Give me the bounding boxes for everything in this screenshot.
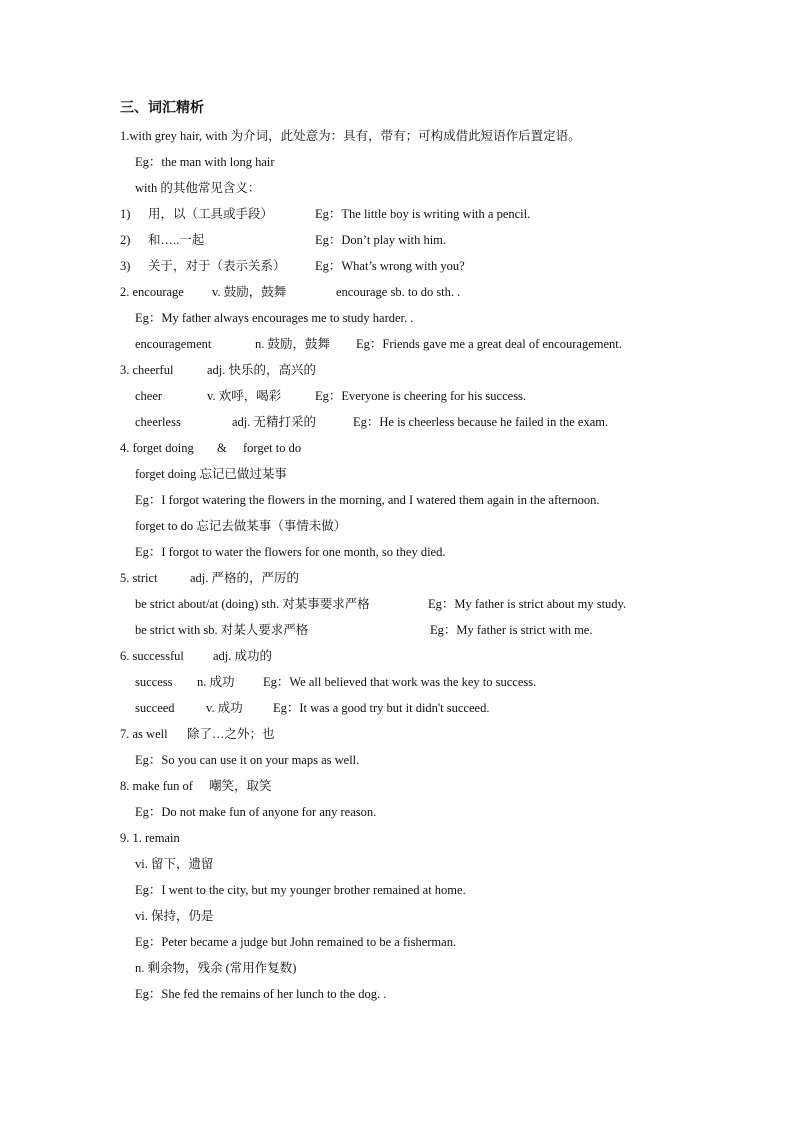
- derived-word: cheerless: [135, 415, 181, 429]
- entry-9-meaning-2: vi. 保持，仍是: [135, 909, 214, 923]
- derived-word: encouragement: [135, 337, 212, 351]
- example: Eg：He is cheerless because he failed in the exam.: [353, 415, 609, 429]
- part-of-speech: v. 欢呼，喝彩: [207, 389, 282, 403]
- entry-9-example-2: Eg：Peter became a judge but John remained to be a fisherman.: [135, 935, 457, 949]
- part-of-speech: adj. 严格的，严厉的: [190, 571, 300, 585]
- phrase: be strict with sb. 对某人要求严格: [135, 623, 309, 637]
- meaning: 嘲笑，取笑: [209, 779, 272, 793]
- entry-7-example: Eg：So you can use it on your maps as well.: [135, 753, 360, 767]
- example: Eg：Friends gave me a great deal of encouragement.: [356, 337, 622, 351]
- sense-number: 3): [120, 259, 131, 273]
- meaning: 除了…之外；也: [187, 727, 275, 741]
- entry-9-meaning-3: n. 剩余物，残余 (常用作复数): [135, 961, 297, 975]
- sense-meaning: 用，以（工具或手段）: [148, 207, 274, 221]
- sense-example: Eg：The little boy is writing with a pencil.: [315, 207, 531, 221]
- entry-9-head: 9. 1. remain: [120, 831, 180, 845]
- example: Eg：We all believed that work was the key to success.: [263, 675, 537, 689]
- phrase: encourage sb. to do sth. .: [336, 285, 461, 299]
- derived-word: cheer: [135, 389, 163, 403]
- part-of-speech: adj. 无精打采的: [232, 415, 317, 429]
- phrase-b: forget to do: [243, 441, 302, 455]
- sense-meaning: 和…..一起: [148, 233, 205, 247]
- example: Eg：My father is strict with me.: [430, 623, 593, 637]
- phrase-a: 4. forget doing: [120, 441, 194, 455]
- part-of-speech: v. 成功: [206, 701, 243, 715]
- part-of-speech: n. 鼓励，鼓舞: [255, 337, 331, 351]
- entry-2-example: Eg：My father always encourages me to study harder. .: [135, 311, 414, 325]
- entry-1-example: Eg：the man with long hair: [135, 155, 275, 169]
- derived-word: succeed: [135, 701, 175, 715]
- sense-example: Eg：Don’t play with him.: [315, 233, 447, 247]
- derived-word: success: [135, 675, 173, 689]
- sense-number: 1): [120, 207, 131, 221]
- headword: 3. cheerful: [120, 363, 174, 377]
- headword: 2. encourage: [120, 285, 184, 299]
- part-of-speech: adj. 快乐的，高兴的: [207, 363, 317, 377]
- sense-meaning: 关于，对于（表示关系）: [148, 259, 286, 273]
- entry-9-example-1: Eg：I went to the city, but my younger brother remained at home.: [135, 883, 466, 897]
- entry-4-line-1: forget doing 忘记已做过某事: [135, 467, 287, 481]
- entry-9-meaning-1: vi. 留下，遗留: [135, 857, 214, 871]
- entry-9-example-3: Eg：She fed the remains of her lunch to the dog. .: [135, 987, 387, 1001]
- headword: 8. make fun of: [120, 779, 193, 793]
- entry-4-line-2: forget to do 忘记去做某事（事情未做）: [135, 519, 347, 533]
- headword: 6. successful: [120, 649, 184, 663]
- part-of-speech: adj. 成功的: [213, 649, 273, 663]
- example: Eg：My father is strict about my study.: [428, 597, 627, 611]
- entry-4-example-1: Eg：I forgot watering the flowers in the morning, and I watered them again in the afternoon.: [135, 493, 600, 507]
- part-of-speech: n. 成功: [197, 675, 235, 689]
- headword: 5. strict: [120, 571, 158, 585]
- entry-4-example-2: Eg：I forgot to water the flowers for one month, so they died.: [135, 545, 446, 559]
- section-title: 三、词汇精析: [120, 101, 204, 116]
- ampersand: &: [217, 441, 227, 455]
- example: Eg：Everyone is cheering for his success.: [315, 389, 527, 403]
- sense-example: Eg：What’s wrong with you?: [315, 259, 465, 273]
- entry-1-head: 1.with grey hair, with 为介词，此处意为：具有，带有；可构成借此短语作后置定语。: [120, 129, 581, 143]
- example: Eg：It was a good try but it didn't succeed.: [273, 701, 490, 715]
- headword: 7. as well: [120, 727, 168, 741]
- entry-1-other-meanings: with 的其他常见含义：: [135, 181, 261, 195]
- entry-8-example: Eg：Do not make fun of anyone for any reason.: [135, 805, 377, 819]
- part-of-speech: v. 鼓励，鼓舞: [212, 285, 287, 299]
- phrase: be strict about/at (doing) sth. 对某事要求严格: [135, 597, 370, 611]
- sense-number: 2): [120, 233, 131, 247]
